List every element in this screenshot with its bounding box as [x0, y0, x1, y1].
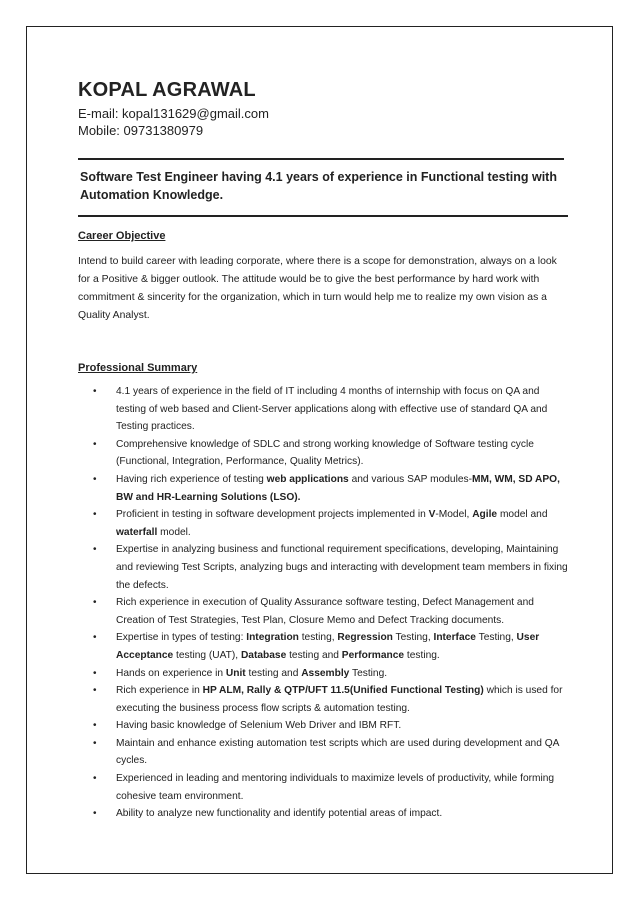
- summary-item-text: Testing.: [349, 667, 388, 679]
- mobile-line: Mobile: 09731380979: [78, 123, 204, 138]
- summary-item-text: testing,: [298, 632, 338, 644]
- summary-item-text: Ability to analyze new functionality and identify potential areas of impact.: [116, 808, 443, 820]
- summary-item: [78, 594, 568, 629]
- summary-item-text: Hands on experience in: [116, 667, 226, 679]
- summary-item-text: Proficient in testing in software development projects implemented in: [116, 509, 429, 521]
- bullet-icon: •: [93, 544, 97, 556]
- summary-item: [78, 383, 568, 436]
- bullet-icon: •: [93, 632, 97, 644]
- summary-item: [78, 629, 568, 664]
- summary-item-bold-text: Interface: [433, 632, 476, 644]
- summary-item-text: Experienced in leading and mentoring individuals to maximize levels of productivity, while forming cohesive team environment.: [116, 773, 555, 802]
- summary-item-text: -Model,: [435, 509, 473, 521]
- summary-item-bold-text: Integration: [246, 632, 299, 644]
- summary-item: [78, 506, 568, 541]
- professional-summary-list: [78, 383, 568, 823]
- summary-item-text: Expertise in analyzing business and functional requirement specifications, developing, Maintaining and reviewing Test Scripts, analyzing bugs and interacting with development team members in fixing the defects.: [116, 544, 568, 591]
- summary-item-bold-text: Database: [240, 649, 287, 661]
- bullet-icon: •: [93, 509, 97, 521]
- summary-item-bold-text: V: [428, 509, 436, 521]
- summary-item-text: Testing,: [392, 632, 434, 644]
- summary-item-text: Rich experience in: [116, 685, 203, 697]
- summary-item-text: Expertise in types of testing:: [116, 632, 247, 644]
- career-objective-text: Intend to build career with leading corporate, where there is a scope for demonstration, always on a look for a Positive & bigger outlook. The attitude would be to give the best performance by hard work with commitment & sincerity for the organization, which in turn would help me to realize my own vision as a Quality Analyst.: [78, 256, 557, 321]
- summary-item-bold-text: HP ALM, Rally & QTP/UFT 11.5(Unified Functional Testing): [202, 685, 484, 697]
- bullet-icon: •: [93, 667, 97, 679]
- summary-item: [78, 541, 568, 594]
- summary-item-text: Testing,: [475, 632, 517, 644]
- bullet-icon: •: [93, 737, 97, 749]
- summary-item-text: and various SAP modules-: [348, 473, 472, 485]
- summary-item: [78, 735, 568, 770]
- summary-item-bold-text: Assembly: [301, 667, 350, 679]
- email-line: E-mail: kopal131629@gmail.com: [78, 106, 269, 121]
- summary-item-bold-text: Regression: [337, 632, 393, 644]
- bullet-icon: •: [93, 773, 97, 785]
- summary-item-bold-text: MM, WM, SD APO, BW and HR-Learning Solutions (LSO).: [116, 473, 560, 503]
- summary-item: [78, 717, 568, 735]
- summary-item-bold-text: waterfall: [116, 526, 158, 538]
- summary-item-text: testing (UAT),: [173, 649, 241, 661]
- career-objective-heading: Career Objective: [78, 230, 166, 242]
- summary-item-text: testing.: [404, 649, 440, 661]
- summary-item-bold-text: Agile: [472, 509, 498, 521]
- summary-item: [78, 770, 568, 805]
- summary-item-bold-text: Unit: [225, 667, 246, 679]
- bullet-icon: •: [93, 808, 97, 820]
- summary-item-text: Having basic knowledge of Selenium Web Driver and IBM RFT.: [116, 720, 402, 732]
- summary-item: [78, 436, 568, 471]
- headline: Software Test Engineer having 4.1 years of experience in Functional testing with Automation Knowledge.: [80, 170, 557, 202]
- summary-item-text: which is used for executing the business process flow scripts & automation testing.: [116, 685, 563, 714]
- summary-item-bold-text: web applications: [266, 473, 349, 485]
- top-divider: [78, 158, 564, 160]
- bullet-icon: •: [93, 720, 97, 732]
- bottom-divider: [78, 215, 568, 217]
- summary-item-text: model.: [157, 526, 191, 538]
- summary-item: [78, 682, 568, 717]
- summary-item-text: model and: [497, 509, 548, 521]
- summary-item-text: 4.1 years of experience in the field of IT including 4 months of internship with focus on QA and testing of web based and Client-Server applications along with effective use of standard QA and Testing practices.: [116, 386, 548, 433]
- bullet-icon: •: [93, 597, 97, 609]
- summary-item-text: Maintain and enhance existing automation test scripts which are used during development and QA cycles.: [116, 737, 559, 767]
- resume-page: [26, 26, 613, 874]
- summary-item-text: testing and: [286, 649, 342, 661]
- summary-item-bold-text: User Acceptance: [116, 632, 540, 661]
- summary-item-text: Comprehensive knowledge of SDLC and strong working knowledge of Software testing cycle (Functional, Integration, Performance, Quality Metrics).: [116, 438, 534, 468]
- bullet-icon: •: [93, 386, 97, 397]
- summary-item: [78, 665, 568, 683]
- bullet-icon: •: [93, 685, 97, 697]
- candidate-name: KOPAL AGRAWAL: [78, 79, 256, 101]
- summary-item-text: Rich experience in execution of Quality Assurance software testing, Defect Management and Creation of Test Strategies, Test Plan, Closure Memo and Defect Tracking documents.: [116, 597, 534, 626]
- bullet-icon: •: [93, 438, 97, 450]
- summary-item-bold-text: Performance: [341, 649, 405, 661]
- professional-summary-heading: Professional Summary: [78, 362, 198, 374]
- summary-item: [78, 805, 568, 823]
- summary-item-text: Having rich experience of testing: [116, 473, 267, 485]
- summary-item-text: testing and: [245, 667, 302, 679]
- bullet-icon: •: [93, 473, 97, 485]
- summary-item: [78, 471, 568, 506]
